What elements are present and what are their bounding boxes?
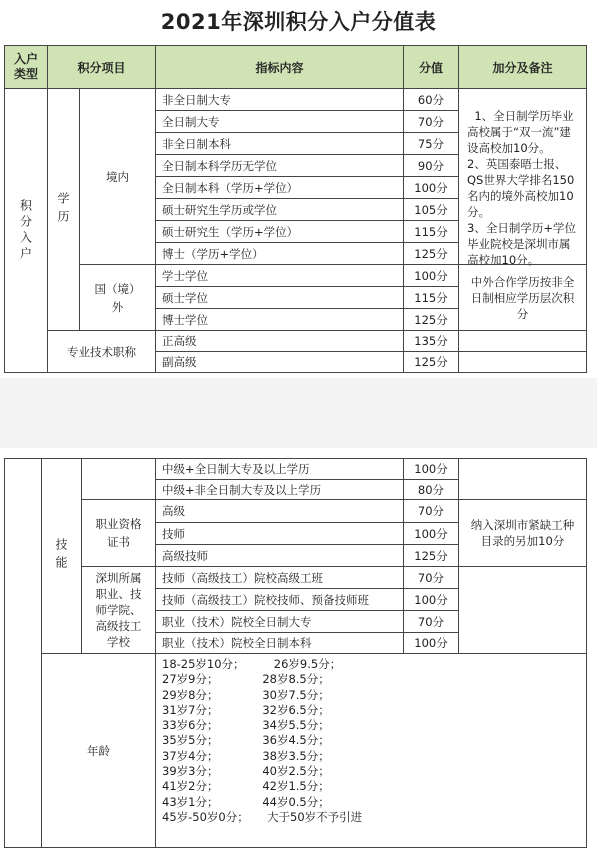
row-score: 125分	[403, 308, 459, 331]
row-score: 100分	[403, 522, 459, 545]
row-score: 105分	[403, 198, 459, 221]
age-score-line: 31岁7分； 32岁6.5分；	[162, 702, 330, 717]
row-content: 硕士研究生（学历+学位）	[155, 220, 404, 243]
row-score: 100分	[403, 588, 459, 611]
row-content: 技师（高级技工）院校高级工班	[155, 566, 404, 589]
header-item: 积分项目	[47, 45, 156, 89]
row-content: 学士学位	[155, 264, 404, 287]
domestic-label: 境内	[106, 169, 129, 184]
row-score: 100分	[403, 176, 459, 199]
age-score-line: 45岁-50岁0分； 大于50岁不予引进	[162, 809, 363, 824]
row-score: 60分	[403, 88, 459, 111]
prof-label: 专业技术职称	[67, 344, 136, 359]
note-cert-text: 纳入深圳市紧缺工种目录的另加10分	[470, 518, 575, 548]
skill-label: 技能	[54, 538, 68, 574]
row-content: 职业（技术）院校全日制大专	[155, 610, 404, 633]
note-edu-bonus	[458, 88, 587, 265]
age-score-line: 41岁2分； 42岁1.5分；	[162, 779, 330, 794]
note-empty-1	[458, 330, 587, 352]
row-content: 全日制本科学历无学位	[155, 154, 404, 177]
row-score: 100分	[403, 458, 459, 480]
school-cell	[81, 566, 156, 654]
row-score: 70分	[403, 110, 459, 133]
domestic-cell	[79, 88, 156, 265]
prof-cell	[47, 330, 156, 373]
type-label: 积分入户	[18, 198, 33, 263]
row-content: 职业（技术）院校全日制本科	[155, 632, 404, 654]
row-score: 70分	[403, 499, 459, 523]
age-score-line: 29岁8分； 30岁7.5分；	[162, 687, 330, 702]
row-score: 135分	[403, 330, 459, 352]
age-cell	[41, 653, 156, 848]
cert-label: 职业资格 证书	[95, 517, 142, 549]
row-score: 90分	[403, 154, 459, 177]
row-content: 副高级	[155, 351, 404, 373]
page-title: 2021年深圳积分入户分值表	[160, 10, 437, 34]
age-score-line: 33岁6分； 34岁5.5分；	[162, 718, 330, 733]
row-score: 125分	[403, 544, 459, 567]
row-content: 硕士研究生学历或学位	[155, 198, 404, 221]
row-score: 80分	[403, 479, 459, 500]
row-content: 非全日制大专	[155, 88, 404, 111]
type-cell	[4, 88, 48, 373]
row-score: 70分	[403, 610, 459, 633]
edu-label: 学历	[56, 191, 70, 228]
note-edu-bonus-text: 1、全日制学历毕业高校属于“双一流”建设高校加10分。 2、英国泰晤士报、QS世界大学排名150名内的境外高校加10分。 3、全日制学历+学位毕业院校是深圳市属高校加10分。	[467, 109, 576, 267]
age-score-line: 37岁4分； 38岁3.5分；	[162, 748, 330, 763]
row-content: 高级技师	[155, 544, 404, 567]
row-score: 75分	[403, 132, 459, 155]
note-coop-text: 中外合作学历按非全日制相应学历层次积分	[470, 274, 575, 321]
row-content: 正高级	[155, 330, 404, 352]
row-content: 高级	[155, 499, 404, 523]
row-content: 全日制大专	[155, 110, 404, 133]
row-content: 中级+非全日制大专及以上学历	[155, 479, 404, 500]
age-score-line: 27岁9分； 28岁8.5分；	[162, 672, 330, 687]
row-score: 115分	[403, 286, 459, 309]
row-score: 125分	[403, 351, 459, 373]
note-coop	[458, 264, 587, 331]
row-content: 全日制本科（学历+学位）	[155, 176, 404, 199]
foreign-label: 国（境） 外	[94, 281, 141, 314]
type-cell-2	[4, 458, 42, 848]
age-score-line: 18-25岁10分； 26岁9.5分；	[162, 657, 342, 671]
header-type-text: 入户 类型	[13, 52, 38, 81]
skill-cell	[41, 458, 82, 654]
cert-cell	[81, 499, 156, 567]
edu-cell	[47, 88, 80, 331]
age-label: 年龄	[87, 743, 110, 758]
note-empty-3	[458, 458, 587, 500]
row-score: 100分	[403, 632, 459, 654]
age-score-line: 43岁1分； 44岁0.5分；	[162, 794, 330, 809]
foreign-cell	[79, 264, 156, 331]
row-content: 技师（高级技工）院校技师、预备技师班	[155, 588, 404, 611]
header-score: 分值	[403, 45, 459, 89]
row-score: 70分	[403, 566, 459, 589]
row-score: 125分	[403, 242, 459, 265]
header-type	[4, 45, 48, 89]
age-content	[155, 653, 587, 848]
row-content: 技师	[155, 522, 404, 545]
school-label: 深圳所属 职业、技 师学院、 高级技工 学校	[95, 571, 142, 649]
note-empty-2	[458, 351, 587, 373]
age-score-line: 35岁5分； 36岁4.5分；	[162, 733, 330, 748]
note-cert	[458, 499, 587, 567]
row-content: 中级+全日制大专及以上学历	[155, 458, 404, 480]
row-content: 硕士学位	[155, 286, 404, 309]
row-score: 100分	[403, 264, 459, 287]
note-empty-4	[458, 566, 587, 654]
cert-blank	[81, 458, 156, 500]
row-content: 博士（学历+学位）	[155, 242, 404, 265]
header-note: 加分及备注	[458, 45, 587, 89]
header-content: 指标内容	[155, 45, 404, 89]
row-score: 115分	[403, 220, 459, 243]
row-content: 博士学位	[155, 308, 404, 331]
page-gap	[0, 378, 597, 448]
age-score-line: 39岁3分； 40岁2.5分；	[162, 764, 330, 779]
row-content: 非全日制本科	[155, 132, 404, 155]
